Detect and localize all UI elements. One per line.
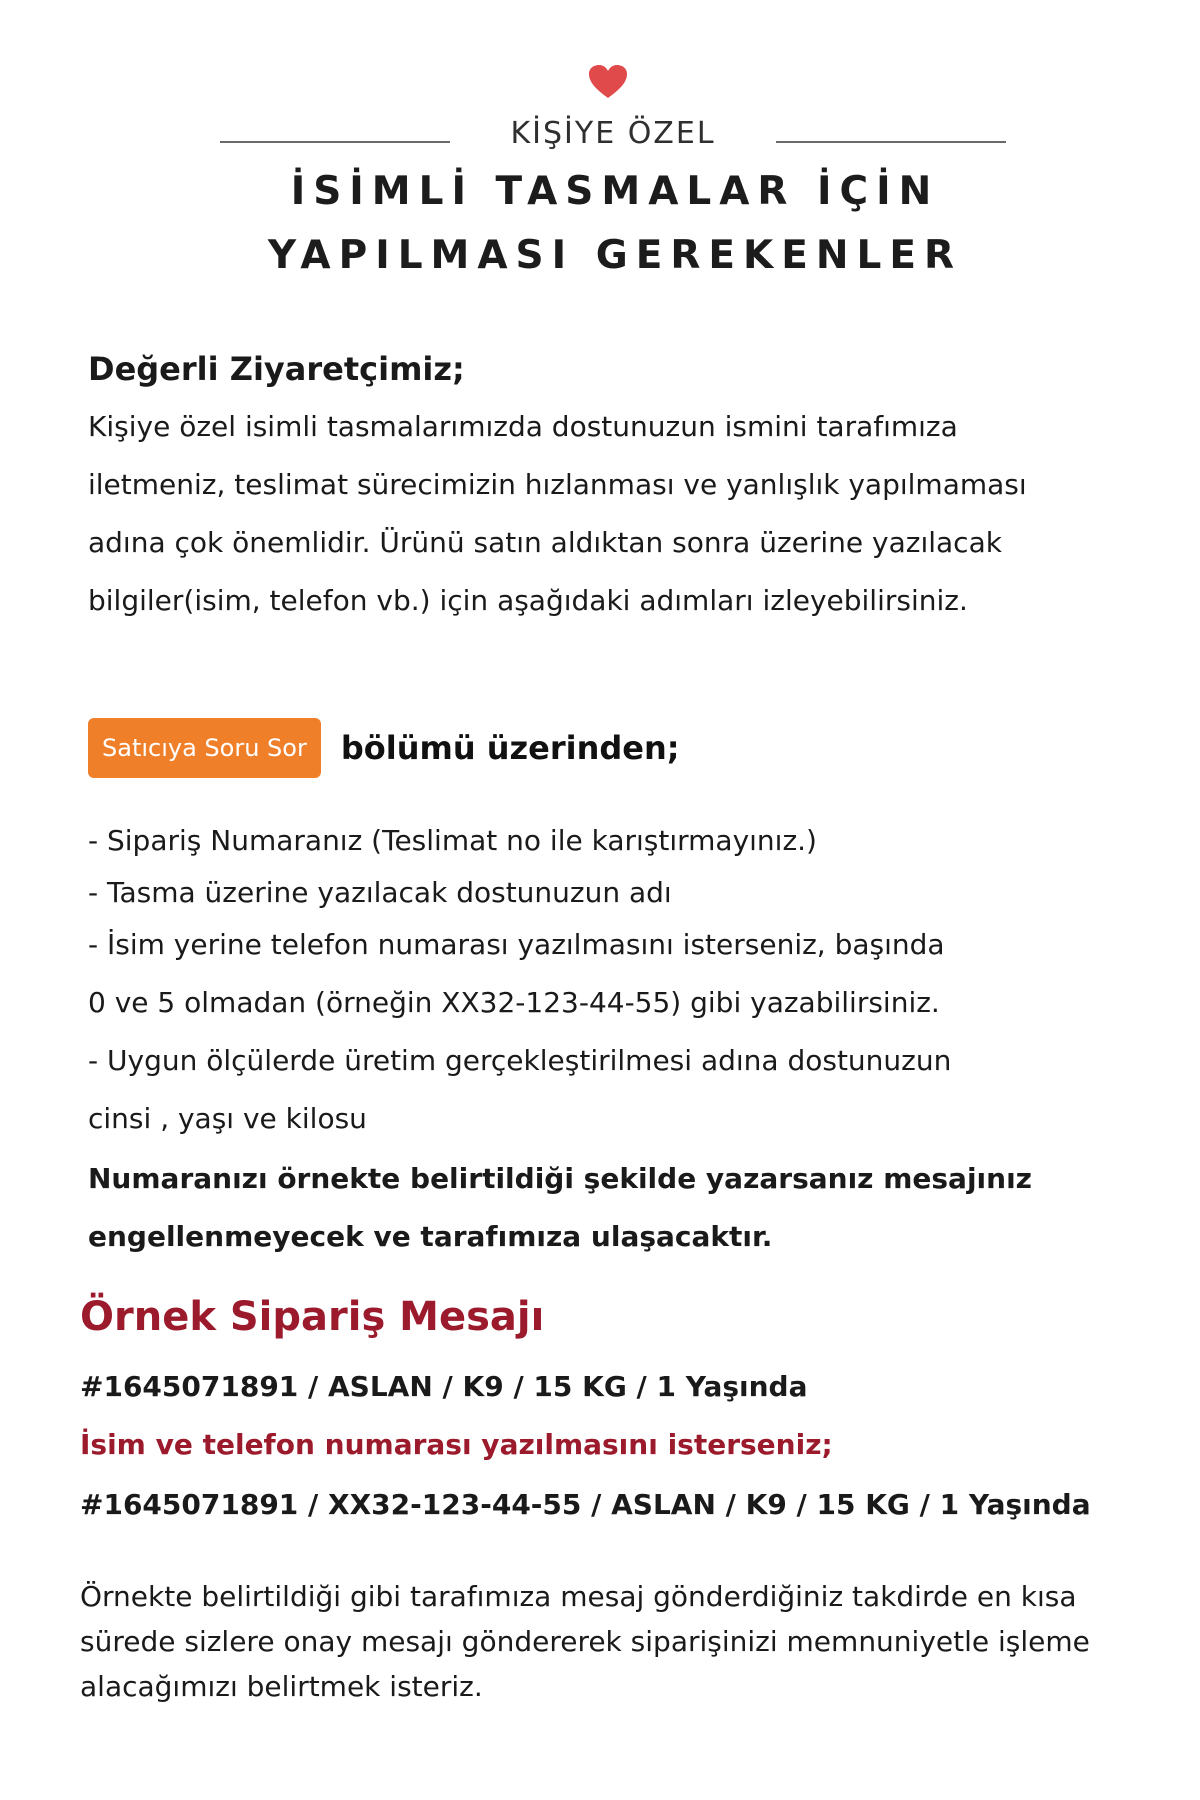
- example-phone-note: İsim ve telefon numarası yazılmasını isterseniz;: [80, 1428, 833, 1461]
- page-title-line-2: YAPILMASI GEREKENLER: [267, 233, 963, 278]
- ask-seller-row: [88, 718, 680, 778]
- ask-seller-tail-text: bölümü üzerinden;: [340, 729, 680, 767]
- requirement-size-line-2: cinsi , yaşı ve kilosu: [88, 1102, 367, 1135]
- closing-paragraph: Örnekte belirtildiği gibi tarafımıza mesaj gönderdiğiniz takdirde en kısa sürede sizlere onay mesajı göndererek siparişinizi memnuniyetle işleme alacağımızı belirtmek isteriz.: [80, 1580, 1090, 1703]
- example-heading: Örnek Sipariş Mesajı: [80, 1294, 545, 1340]
- format-note: Numaranızı örnekte belirtildiği şekilde yazarsanız mesajınız engellenmeyecek ve tarafımıza ulaşacaktır.: [88, 1162, 1032, 1253]
- requirement-order-number: - Sipariş Numaranız (Teslimat no ile karıştırmayınız.): [88, 824, 817, 857]
- page-title-line-1: İSİMLİ TASMALAR İÇİN: [290, 169, 940, 214]
- header-divider-right: [776, 141, 1006, 143]
- intro-paragraph: Kişiye özel isimli tasmalarımızda dostunuzun ismini tarafımıza iletmeniz, teslimat sürecimizin hızlanması ve yanlışlık yapılmaması adına çok önemlidir. Ürünü satın aldıktan sonra üzerine yazılacak bilgiler(isim, telefon vb.) için aşağıdaki adımları izleyebilirsiniz.: [88, 410, 1027, 617]
- requirement-size-line-1: - Uygun ölçülerde üretim gerçekleştirilmesi adına dostunuzun: [88, 1044, 952, 1077]
- example-message-2: #1645071891 / XX32-123-44-55 / ASLAN / K9 / 15 KG / 1 Yaşında: [80, 1488, 1091, 1521]
- requirement-pet-name: - Tasma üzerine yazılacak dostunuzun adı: [88, 876, 672, 909]
- greeting-heading: Değerli Ziyaretçimiz;: [88, 350, 465, 388]
- requirement-phone-line-2: 0 ve 5 olmadan (örneğin XX32-123-44-55) gibi yazabilirsiniz.: [88, 986, 940, 1019]
- eyebrow-label: KİŞİYE ÖZEL: [510, 116, 716, 151]
- header-divider-left: [220, 141, 450, 143]
- ask-seller-button[interactable]: Satıcıya Soru Sor: [88, 718, 321, 778]
- example-message-1: #1645071891 / ASLAN / K9 / 15 KG / 1 Yaşında: [80, 1370, 808, 1403]
- requirement-phone-line-1: - İsim yerine telefon numarası yazılmasını isterseniz, başında: [88, 928, 945, 961]
- heart-icon: [588, 64, 628, 100]
